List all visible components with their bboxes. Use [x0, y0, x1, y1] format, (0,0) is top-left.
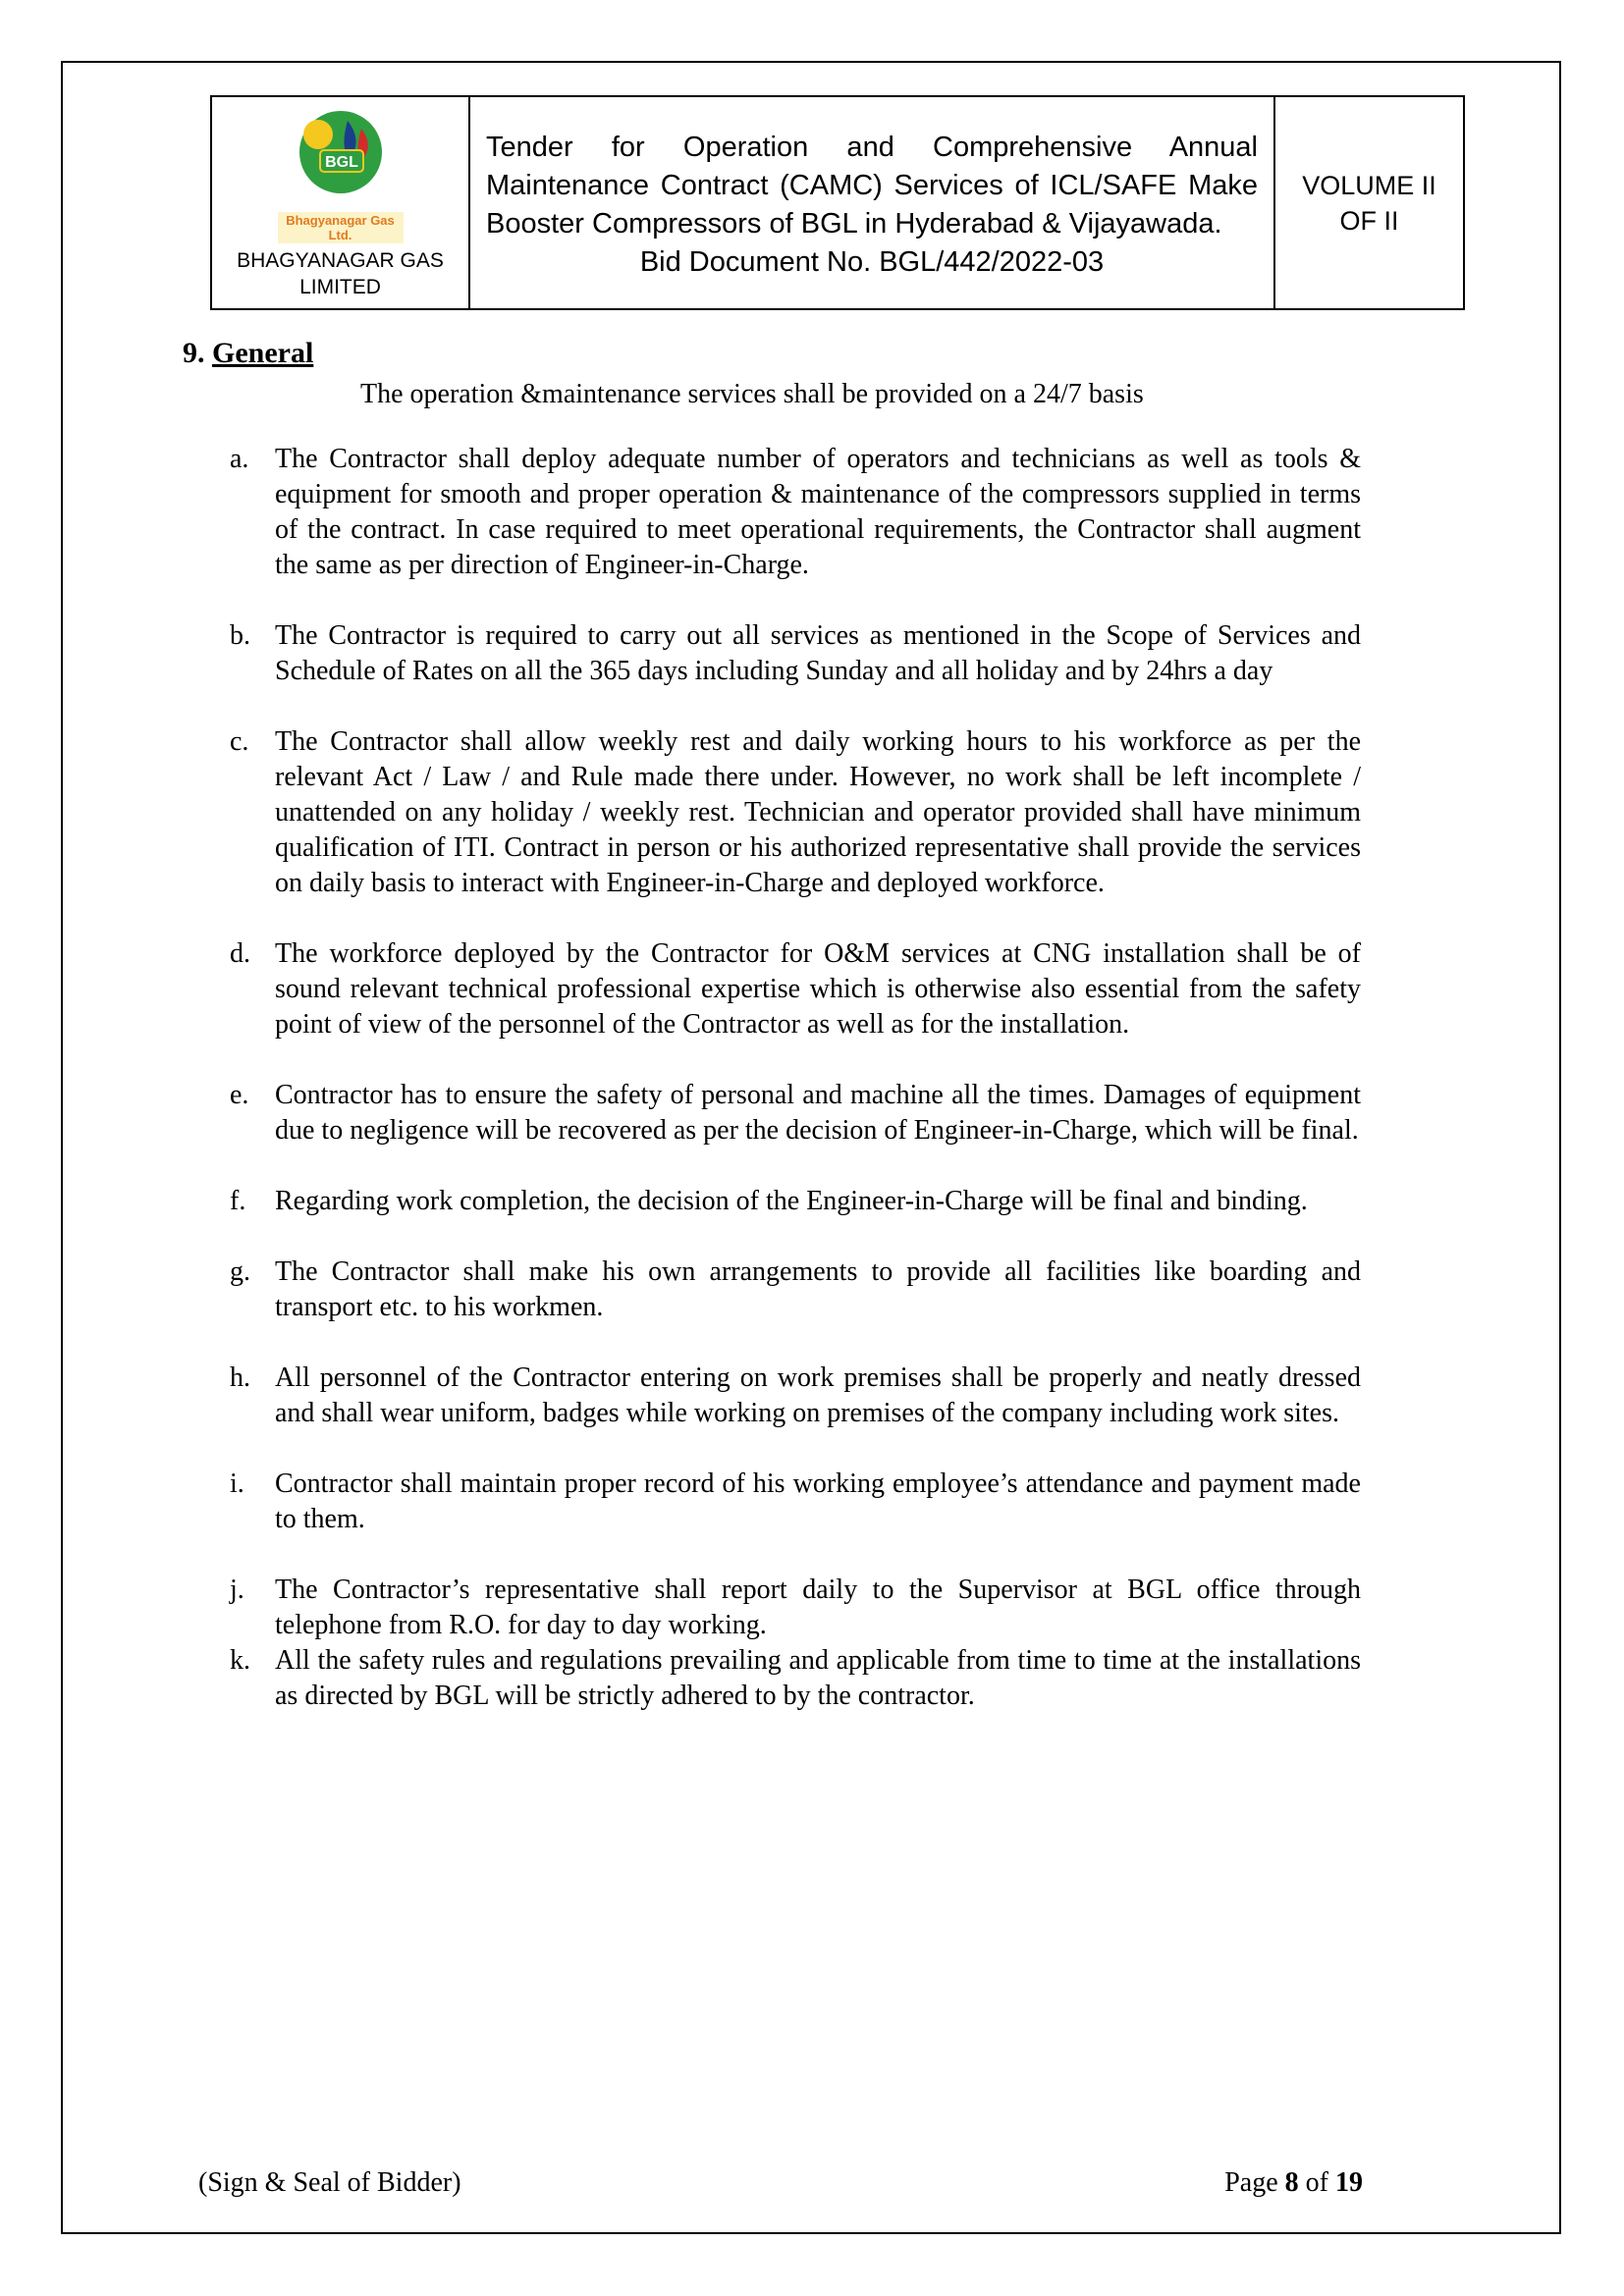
list-item — [230, 1361, 1361, 1431]
list-item — [230, 724, 1361, 901]
sign-seal-label: (Sign & Seal of Bidder) — [198, 2167, 461, 2198]
page-border — [61, 61, 1561, 2234]
item-text: The workforce deployed by the Contractor for O&M services at CNG installation shall be of sound relevant technical professional expertise which is otherwise also essential from the safety point of view of the personnel of the Contractor as well as for the installation. — [275, 938, 1361, 1040]
item-label: a. — [230, 444, 249, 474]
clause-list — [183, 442, 1361, 1714]
section-heading — [183, 336, 1361, 371]
item-label: f. — [230, 1186, 246, 1216]
item-text: Contractor shall maintain proper record of his working employee’s attendance and payment made to them. — [275, 1468, 1361, 1534]
page-footer — [198, 2167, 1363, 2199]
item-text: The Contractor’s representative shall report daily to the Supervisor at BGL office through telephone from R.O. for day to day working. — [275, 1575, 1361, 1640]
page-current: 8 — [1284, 2167, 1299, 2198]
item-label: b. — [230, 620, 250, 651]
item-text: All the safety rules and regulations prevailing and applicable from time to time at the installations as directed by BGL will be strictly adhered to by the contractor. — [275, 1645, 1361, 1711]
page-total: 19 — [1335, 2167, 1363, 2198]
company-logo-icon — [283, 105, 399, 212]
page-number — [1224, 2167, 1363, 2199]
tender-title: Tender for Operation and Comprehensive Annual Maintenance Contract (CAMC) Services of ICL/SAFE Make Booster Compressors of BGL in Hyderabad & Vijayawada. — [486, 132, 1258, 240]
list-item — [230, 1467, 1361, 1537]
document-body — [183, 336, 1361, 1714]
document-header-table — [210, 95, 1465, 310]
list-item — [230, 1643, 1361, 1714]
item-text: The Contractor shall allow weekly rest and daily working hours to his workforce as per the relevant Act / Law / and Rule made there under. However, no work shall be left incomplete / unattended on any holiday / weekly rest. Technician and operator provided shall have minimum qualification of ITI. Contract in person or his authorized representative shall provide the services on daily basis to interact with Engineer-in-Charge and deployed workforce. — [275, 726, 1361, 898]
volume-cell — [1274, 96, 1464, 309]
title-cell — [469, 96, 1274, 309]
list-item — [230, 1255, 1361, 1325]
item-label: c. — [230, 726, 249, 757]
page-word: Page — [1224, 2167, 1278, 2198]
list-item — [230, 1573, 1361, 1643]
item-label: k. — [230, 1645, 250, 1676]
list-item — [230, 936, 1361, 1042]
section-title: General — [212, 337, 314, 369]
list-item — [230, 618, 1361, 689]
list-item — [230, 442, 1361, 583]
item-text: Contractor has to ensure the safety of personal and machine all the times. Damages of equipment due to negligence will be recovered as per the decision of Engineer-in-Charge, which will be final. — [275, 1080, 1361, 1146]
item-label: d. — [230, 938, 250, 969]
list-item — [230, 1184, 1361, 1219]
svg-text:BGL: BGL — [324, 154, 358, 171]
item-text: Regarding work completion, the decision of the Engineer-in-Charge will be final and binding. — [275, 1186, 1308, 1216]
list-item — [230, 1078, 1361, 1148]
item-label: i. — [230, 1468, 244, 1499]
section-number: 9. — [183, 337, 205, 369]
volume-line1: VOLUME II — [1302, 170, 1436, 200]
item-label: h. — [230, 1362, 250, 1393]
item-text: All personnel of the Contractor entering on work premises shall be properly and neatly dressed and shall wear uniform, badges while working on premises of the company including work sites. — [275, 1362, 1361, 1428]
section-intro: The operation &maintenance services shall be provided on a 24/7 basis — [360, 379, 1144, 409]
logo-cell — [211, 96, 469, 309]
bid-document-number: Bid Document No. BGL/442/2022-03 — [639, 246, 1105, 278]
item-label: g. — [230, 1256, 250, 1287]
item-label: j. — [230, 1575, 244, 1605]
volume-line2: OF II — [1339, 205, 1399, 236]
item-text: The Contractor is required to carry out all services as mentioned in the Scope of Services and Schedule of Rates on all the 365 days including Sunday and all holiday and by 24hrs a day — [275, 620, 1361, 686]
logo-caption: Bhagyanagar Gas Ltd. — [278, 212, 404, 243]
item-label: e. — [230, 1080, 249, 1110]
item-text: The Contractor shall deploy adequate number of operators and technicians as well as tools & equipment for smooth and proper operation & maintenance of the compressors supplied in terms of the contract. In case required to meet operational requirements, the Contractor shall augment the same as per direction of Engineer-in-Charge. — [275, 444, 1361, 580]
company-name: BHAGYANAGAR GAS LIMITED — [237, 249, 444, 298]
item-text: The Contractor shall make his own arrangements to provide all facilities like boarding and transport etc. to his workmen. — [275, 1256, 1361, 1322]
of-word: of — [1305, 2167, 1328, 2198]
